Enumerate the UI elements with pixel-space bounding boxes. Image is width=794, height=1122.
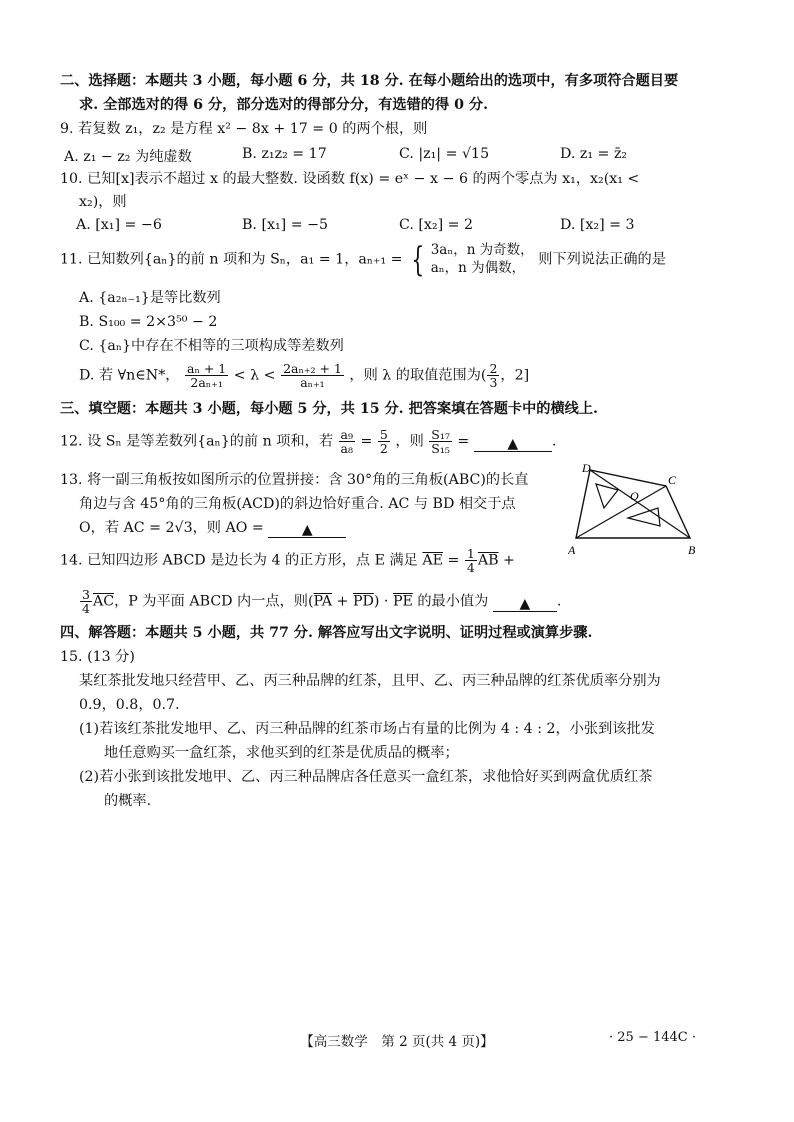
q11-piecewise [407, 239, 534, 280]
q10-option-d: D. [x₂] = 3 [560, 217, 635, 233]
triangle-marker-icon: ▲ [507, 435, 519, 452]
q14-vector-pa: $\overline{PA}$ [313, 593, 333, 610]
q14-vector-ac: $\overline{AC}$ [92, 593, 115, 610]
q14-plus-2: + [332, 593, 353, 610]
page-footer: 【高三数学 第 2 页(共 4 页)】 [300, 1034, 494, 1050]
figure-label-b: B [688, 543, 696, 557]
q11-d-f3-numerator: 2 [489, 361, 498, 376]
q10-line1: 10. 已知[x]表示不超过 x 的最大整数. 设函数 f(x) = eˣ − x − 6 的两个零点为 x₁，x₂(x₁ < [60, 171, 640, 187]
q15-line2: 0.9，0.8，0.7. [79, 697, 180, 713]
q11-stem-pre: 11. 已知数列{aₙ}的前 n 项和为 Sₙ，a₁ = 1，aₙ₊₁ = [60, 251, 403, 268]
q12-f1-denominator: a₈ [340, 441, 353, 457]
q14-answer-blank[interactable] [493, 595, 557, 612]
q14-vector-ae: $\overline{AE}$ [422, 552, 443, 569]
figure-inner-triangle-2 [628, 508, 660, 526]
q11-d-mid: < λ < [233, 367, 276, 384]
q13-line2: 角边与含 45°角的三角板(ACD)的斜边恰好重合. AC 与 BD 相交于点 [79, 496, 516, 512]
q12-f3-numerator: S₁₇ [431, 427, 450, 442]
q14-f1-numerator: 1 [466, 546, 475, 561]
q13-answer-blank[interactable] [268, 521, 346, 538]
q12-fraction-s17-s15 [429, 428, 452, 455]
q12-equals: = [360, 433, 373, 450]
q9-options [64, 146, 764, 166]
q11-d-f2-denominator: aₙ₊₁ [300, 375, 325, 391]
q14-vector-pe: $\overline{PE}$ [392, 593, 413, 610]
q14-line1 [60, 547, 515, 574]
q14-fraction-1-4 [465, 547, 477, 574]
triangle-marker-icon: ▲ [301, 522, 313, 538]
q11-d-fraction-1 [185, 362, 228, 389]
q11-d-fraction-2 [281, 362, 344, 389]
q12-equals-2: = [457, 433, 470, 450]
section-2-title-line2: 求. 全部选对的得 6 分，部分选对的得部分分，有选错的得 0 分. [79, 97, 489, 113]
q10-option-b: B. [x₁] = −5 [242, 217, 329, 233]
section-2-title-line1: 二、选择题：本题共 3 小题，每小题 6 分，共 18 分. 在每小题给出的选项中，有多项符合题目要 [60, 73, 679, 89]
q11-case-odd: 3aₙ，n 为奇数， [430, 242, 534, 258]
q11-option-b: B. S₁₀₀ = 2×3⁵⁰ − 2 [79, 314, 218, 330]
q12-f2-numerator: 5 [379, 427, 388, 442]
q11-d-f1-denominator: 2aₙ₊₁ [190, 375, 223, 391]
q12-pre: 12. 设 Sₙ 是等差数列{aₙ}的前 n 项和，若 [60, 433, 334, 450]
q15-line1: 某红茶批发地只经营甲、乙、丙三种品牌的红茶，且甲、乙、丙三种品牌的红茶优质率分别为 [79, 673, 661, 689]
q10-line2: x₂)，则 [79, 194, 127, 210]
q11-left-brace: { [411, 239, 425, 280]
figure-label-c: C [668, 473, 677, 487]
q11-d-f2-numerator: 2aₙ₊₂ + 1 [283, 361, 342, 376]
q14-f1-denominator: 4 [466, 560, 475, 576]
q11-case-even: aₙ，n 为偶数， [430, 259, 526, 276]
figure-label-a: A [568, 543, 576, 557]
paper-code: · 25 − 144C · [609, 1030, 696, 1045]
q14-f2-denominator: 4 [82, 601, 90, 617]
figure-inner-triangle-1 [596, 484, 618, 508]
q11-d-f3-denominator: 3 [489, 375, 498, 391]
q14-vector-pd: $\overline{PD}$ [352, 593, 374, 610]
figure-label-d: D [582, 462, 591, 475]
section-4-title: 四、解答题：本题共 5 小题，共 77 分. 解答应写出文字说明、证明过程或演算步骤. [60, 625, 593, 641]
q13-line1: 13. 将一副三角板按如图所示的位置拼接：含 30°角的三角板(ABC)的长直 [60, 472, 529, 488]
q14-end: . [556, 593, 562, 610]
q12-answer-blank[interactable] [474, 435, 552, 452]
q11-d-post2: ，2] [500, 367, 530, 384]
q14-line2 [79, 588, 561, 615]
q14-fraction-3-4 [80, 588, 92, 615]
q12-f1-numerator: a₉ [340, 427, 353, 442]
q12-end: . [551, 433, 557, 450]
q13-figure [568, 462, 700, 558]
q11-d-post1: ，则 λ 的取值范围为( [349, 367, 487, 384]
q11-stem-post: 则下列说法正确的是 [538, 251, 666, 268]
figure-label-o: O [630, 489, 639, 503]
q12-f3-denominator: S₁₅ [431, 441, 450, 457]
q14-f2-numerator: 3 [82, 587, 90, 602]
q13-line3 [79, 519, 346, 538]
section-3-title: 三、填空题：本题共 3 小题，每小题 5 分，共 15 分. 把答案填在答题卡中的横线上. [60, 401, 598, 417]
q15-part2-line2: 的概率. [104, 793, 152, 809]
q15-part2-line1: (2)若小张到该批发地甲、乙、丙三种品牌店各任意买一盒红茶，求他恰好买到两盒优质红茶 [79, 769, 653, 785]
q9-option-a: A. z₁ − z₂ 为纯虚数 [64, 149, 192, 165]
q11-option-c: C. {aₙ}中存在不相等的三项构成等差数列 [79, 338, 344, 354]
q10-option-a: A. [x₁] = −6 [76, 217, 162, 233]
q11-d-pre: D. 若 ∀n∈N*， [79, 367, 180, 384]
q12-fraction-a9-a8 [339, 428, 355, 455]
q12-then: ，则 [395, 433, 424, 450]
q10-options [64, 217, 764, 237]
q11-option-d [79, 362, 529, 389]
triangle-marker-icon: ▲ [519, 595, 531, 612]
q9-stem: 9. 若复数 z₁，z₂ 是方程 x² − 8x + 17 = 0 的两个根，则 [60, 121, 428, 137]
q15-part1-line2: 地任意购买一盒红茶，求他买到的红茶是优质品的概率； [104, 745, 459, 761]
q14-vector-ab: $\overline{AB}$ [477, 552, 499, 569]
q9-option-b: B. z₁z₂ = 17 [242, 146, 327, 162]
q15-header: 15. (13 分) [60, 649, 135, 665]
q14-pre: 14. 已知四边形 ABCD 是边长为 4 的正方形，点 E 满足 [60, 552, 418, 569]
q11-d-f1-numerator: aₙ + 1 [187, 361, 227, 376]
q12-stem [60, 428, 556, 455]
q14-plus: + [498, 552, 515, 569]
q14-equals: = [443, 552, 464, 569]
q14-mid: ，P 为平面 ABCD 内一点，则( [114, 593, 314, 610]
q15-part1-line1: (1)若该红茶批发地甲、乙、丙三种品牌的红茶市场占有量的比例为 4 : 4 : 2，小张到该批发 [79, 721, 655, 737]
q11-option-a: A. {a₂ₙ₋₁}是等比数列 [79, 290, 221, 306]
q14-post: 的最小值为 [412, 593, 489, 610]
q9-option-d: D. z₁ = z̄₂ [560, 146, 628, 162]
q11-stem [60, 239, 666, 280]
q9-option-c: C. |z₁| = √15 [399, 146, 490, 162]
q12-f2-denominator: 2 [379, 441, 388, 457]
q13-line3-text: O，若 AC = 2√3，则 AO = [79, 520, 264, 536]
q12-fraction-5-2 [378, 428, 390, 455]
q10-option-c: C. [x₂] = 2 [399, 217, 474, 233]
q14-dot: ) · [373, 593, 393, 610]
q11-d-fraction-3 [487, 362, 499, 389]
